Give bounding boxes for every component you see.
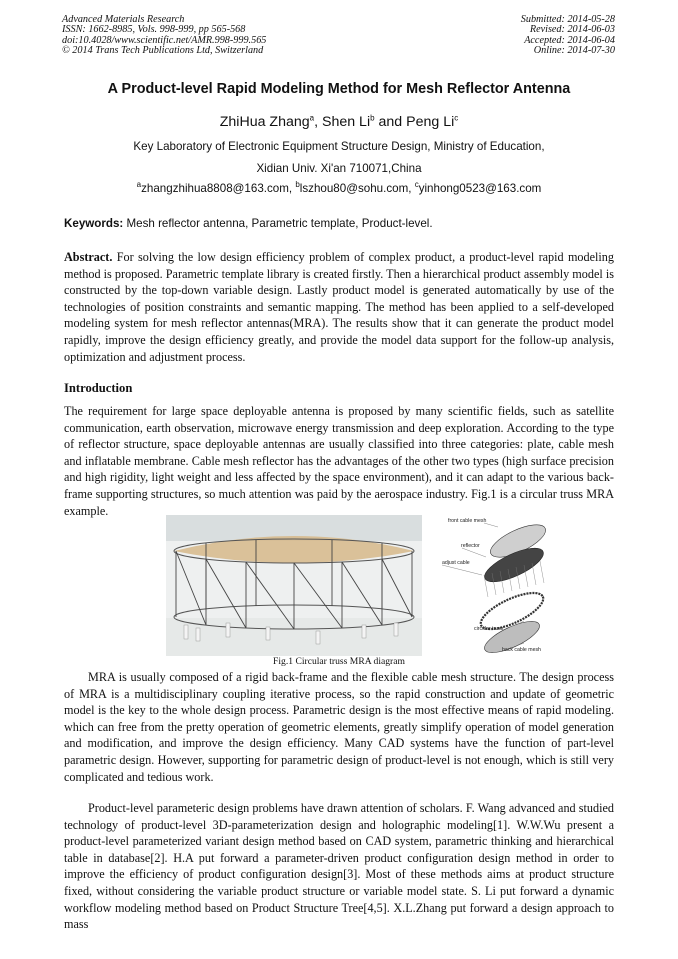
paper-title: A Product-level Rapid Modeling Method for Mesh Reflector Antenna (107, 81, 571, 97)
journal-name: Advanced Materials Research (62, 14, 185, 25)
email-mark: a (136, 180, 142, 190)
author-affiliation-mark: c (454, 113, 459, 123)
journal-header (62, 15, 266, 57)
author-name: ZhiHua Zhang (219, 114, 310, 130)
accepted-date: Accepted: 2014-06-04 (524, 34, 615, 46)
label-back-cable-mesh: back cable mesh (502, 647, 541, 653)
body-paragraph: MRA is usually composed of a rigid back-frame and the flexible cable mesh structure. The design process of MRA is a multidisciplinary coupling iterative process, so the rapid construction and update of geometric model is the key to the whole design process. Parametric design is the most effective means of rapid modeling. which can free from the pretty operation of geometric elements, greatly simplify operation of model generation and modification, and improve the design efficiency. Many CAD systems have the function of part-level parametric design. However, supporting for parametric design of product-level is not enough, which is still very complicated and tedious work. (64, 670, 614, 784)
dates-header (521, 15, 615, 57)
email-address: zhangzhihua8808@163.com, (141, 182, 296, 195)
submitted-date: Submitted: 2014-05-28 (520, 14, 615, 25)
doi-line: doi:10.4028/www.scientific.net/AMR.998-999.565 (62, 34, 267, 46)
author-separator: , (314, 114, 322, 130)
email-mark: b (295, 180, 300, 190)
section-heading-introduction: Introduction (64, 381, 133, 395)
keywords-label: Keywords: (64, 217, 124, 230)
author-separator: and (374, 114, 407, 130)
label-front-cable-mesh: front cable mesh (448, 518, 487, 524)
abstract-text: For solving the low design efficiency problem of complex product, a product-level rapid modeling method is proposed. Parametric template library is created firstly. Then a hierarchical product assembly model is constructed by the top-down variable design. Lastly product model is generated automatically by use of the technologies of position constraints and semantic mapping. The method has been applied to a self-developed modeling system for mesh reflector antennas(MRA). The results show that it can generate the product model rapidly, improve the design efficiency greatly, and provide the model data support for the follow-up analysis, optimization and adjustment process. (64, 250, 614, 364)
copyright-line: © 2014 Trans Tech Publications Ltd, Switzerland (62, 45, 264, 57)
abstract (64, 249, 614, 365)
keywords (64, 217, 433, 230)
online-date: Online: 2014-07-30 (533, 45, 615, 57)
body-paragraph: Product-level parameteric design problems have drawn attention of scholars. F. Wang advanced and studied technology of product-level 3D-parameterization design and holographic modeling[1]. W.W.Wu present a product-level parameterized variant design method based on CAD system, parametric thinking and hierarchical table in database[2]. H.A put forward a parameter-driven product configuration design method in order to improve the efficiency of product configuration design[3]. Most of these methods aims at product structure fixed, without considering the variable product structure or variable model state. S. Li put forward a dynamic workflow modeling method based on Product Structure Tree[4,5]. X.L.Zhang put forward a design approach to mass (64, 801, 614, 932)
author-name: Shen Li (321, 114, 371, 130)
author-list (0, 114, 678, 130)
issn-line: ISSN: 1662-8985, Vols. 998-999, pp 565-568 (62, 24, 246, 36)
affiliation-line-1: Key Laboratory of Electronic Equipment Structure Design, Ministry of Education, (133, 140, 545, 153)
label-reflector: reflector (461, 543, 480, 549)
label-circular-truss: circular truss (474, 626, 504, 632)
author-name: Peng Li (406, 114, 455, 130)
figure-caption: Fig.1 Circular truss MRA diagram (273, 656, 405, 667)
author-affiliation-mark: b (370, 113, 375, 123)
email-address: lszhou80@sohu.com, (299, 182, 415, 195)
body-paragraph: The requirement for large space deployable antenna is proposed by many scientific fields, such as satellite communication, earth observation, microwave energy transmission and deep exploration. According to the type of reflector structure, space deployable antennas are usually classified into three categories: plate, cable mesh and inflatable membrane. Cable mesh reflector has the advantages of the other two types (high surface precision and high rigidity, light weight and less affected by the space environment), and it can adapt to the various back-frame supporting structures, so much attention was paid by the aerospace industry. Fig.1 is a circular truss MRA example. (64, 404, 614, 518)
revised-date: Revised: 2014-06-03 (529, 24, 615, 36)
email-mark: c (414, 180, 419, 190)
mra-exploded-diagram (442, 518, 550, 658)
email-address: yinhong0523@163.com (418, 182, 542, 195)
label-adjust-cable: adjust cable (442, 560, 470, 566)
keywords-text: Mesh reflector antenna, Parametric template, Product-level. (123, 217, 433, 230)
author-affiliation-mark: a (309, 113, 315, 123)
affiliation-line-2: Xidian Univ. Xi'an 710071,China (256, 162, 422, 175)
author-emails (0, 182, 678, 195)
abstract-label: Abstract. (64, 250, 113, 264)
mra-photo (166, 515, 422, 656)
figure-circular-truss-mra (166, 513, 582, 658)
